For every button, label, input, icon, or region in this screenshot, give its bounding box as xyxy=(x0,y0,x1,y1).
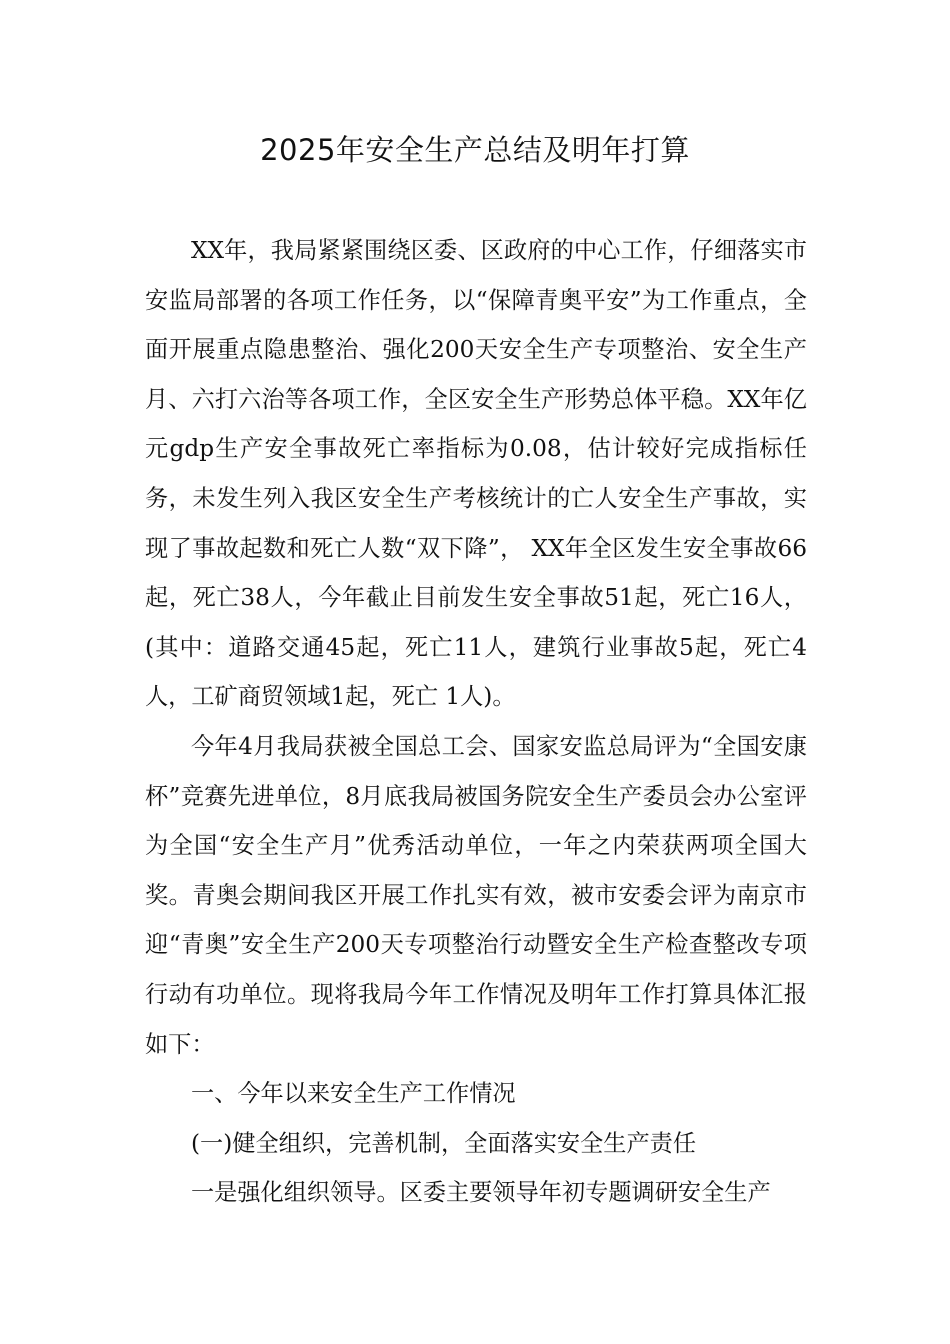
paragraph-awards: 今年4月我局获被全国总工会、国家安监总局评为“全国安康杯”竞赛先进单位，8月底我局被国务院安全生产委员会办公室评为全国“安全生产月”优秀活动单位，一年之内荣获两项全国大奖。青奥会期间我区开展工作扎实有效，被市安委会评为南京市迎“青奥”安全生产200天专项整治行动暨安全生产检查整改专项行动有功单位。现将我局今年工作情况及明年工作打算具体汇报如下： xyxy=(145,732,807,1058)
document-body xyxy=(145,226,807,1218)
document-title: 2025年安全生产总结及明年打算 xyxy=(260,133,690,167)
paragraph-body: 一是强化组织领导。区委主要领导年初专题调研安全生产 xyxy=(191,1179,771,1207)
paragraph-intro: XX年，我局紧紧围绕区委、区政府的中心工作，仔细落实市安监局部署的各项工作任务，以“保障青奥平安”为工作重点，全面开展重点隐患整治、强化200天安全生产专项整治、安全生产月、六打六治等各项工作，全区安全生产形势总体平稳。XX年亿元gdp生产安全事故死亡率指标为0.08，估计较好完成指标任务，未发生列入我区安全生产考核统计的亡人安全生产事故，实现了事故起数和死亡人数“双下降”， XX年全区发生安全事故66起，死亡38人，今年截止目前发生安全事故51起，死亡16人，(其中：道路交通45起，死亡11人，建筑行业事故5起，死亡4人，工矿商贸领域1起，死亡 1人)。 xyxy=(145,237,807,711)
subsection-heading: (一)健全组织，完善机制，全面落实安全生产责任 xyxy=(191,1129,697,1157)
section-heading: 一、今年以来安全生产工作情况 xyxy=(191,1080,516,1108)
